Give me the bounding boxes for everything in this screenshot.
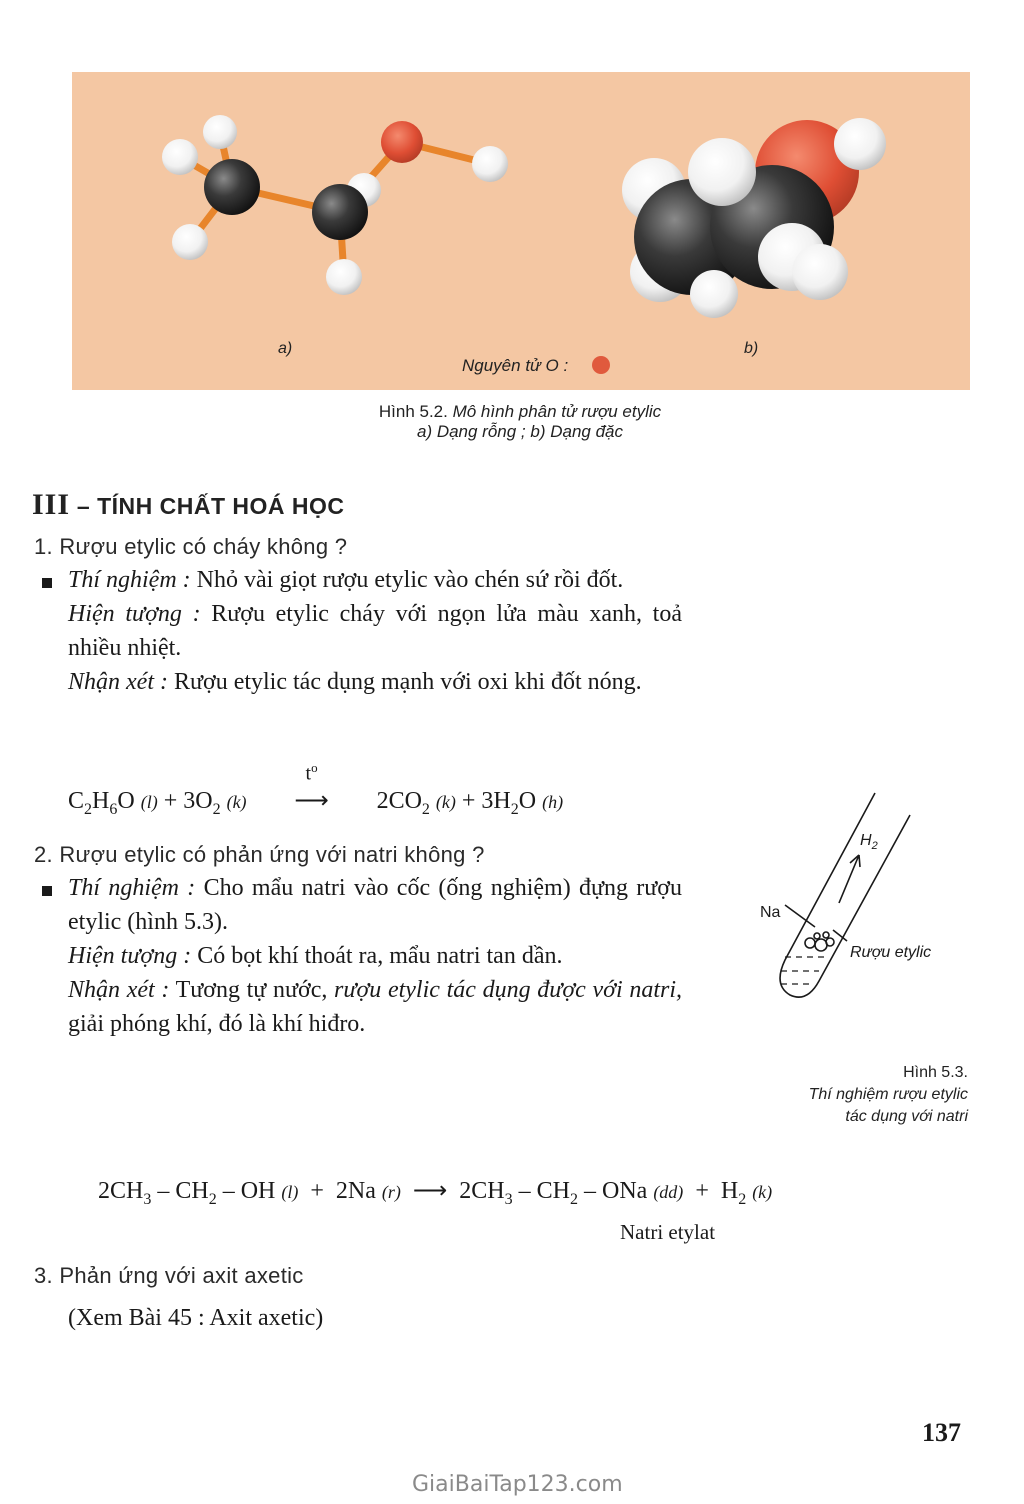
q1-obs-text: Rượu etylic tác dụng mạnh với oxi khi đốt nóng. <box>173 669 642 695</box>
section-title: – TÍNH CHẤT HOÁ HỌC <box>76 493 345 519</box>
section-heading <box>32 488 345 522</box>
q2-obs-text-1: Tương tự nước, <box>175 977 328 1003</box>
hydrogen-atom <box>172 224 208 260</box>
heat-condition: $t^o$ <box>305 760 318 785</box>
q1-obs-label: Nhận xét : <box>68 669 168 695</box>
q2-body <box>68 871 682 1041</box>
test-tube-drawing <box>755 785 955 1015</box>
watermark: GiaiBaiTap123.com <box>412 1472 623 1497</box>
q1-phen-label: Hiện tượng : <box>68 601 201 627</box>
q1-body <box>68 563 682 699</box>
caption-sub: a) Dạng rỗng ; b) Dạng đặc <box>416 422 623 441</box>
oxygen-legend: Nguyên tử O : <box>462 356 569 375</box>
figure-5-3-caption <box>740 1062 968 1128</box>
q1-exp-label: Thí nghiệm : <box>68 567 191 593</box>
oxygen-legend-dot <box>592 356 610 374</box>
space-filling-model <box>622 118 886 318</box>
q2-obs-label: Nhận xét : <box>68 977 170 1003</box>
q2-obs-text-2: giải phóng khí, đó là khí hiđro. <box>68 1011 366 1037</box>
q1-phen-text: Rượu etylic cháy với ngọn lửa màu xanh, toả nhiều nhiệt. <box>68 601 682 661</box>
hydrogen-atom <box>162 139 198 175</box>
caption-title: Mô hình phân tử rượu etylic <box>452 402 662 421</box>
hydrogen-atom <box>472 146 508 182</box>
bullet-square <box>42 578 52 588</box>
label-ethanol: Rượu etylic <box>850 944 932 961</box>
hydrogen-atom <box>326 259 362 295</box>
figure-5-2-caption <box>300 402 740 442</box>
q2-phen-label: Hiện tượng : <box>68 943 192 969</box>
ethanol-model-drawing <box>72 72 970 390</box>
carbon-atom <box>204 159 260 215</box>
product-name: Natri etylat <box>620 1220 716 1244</box>
q2-obs-italic: rượu etylic tác dụng được với natri, <box>334 977 682 1003</box>
section-numeral: III <box>32 488 71 521</box>
q2-exp-label: Thí nghiệm : <box>68 875 196 901</box>
label-h2-subscript: 2 <box>871 840 878 853</box>
q2-phen-text: Có bọt khí thoát ra, mẩu natri tan dần. <box>197 943 563 969</box>
fig53-caption-line2: tác dụng với natri <box>845 1108 968 1125</box>
q3-reference: (Xem Bài 45 : Axit axetic) <box>68 1305 324 1331</box>
question-2-heading: 2. Rượu etylic có phản ứng với natri không ? <box>34 842 485 867</box>
label-h2-symbol: H <box>860 832 872 849</box>
q2-exp-text: Cho mẩu natri vào cốc (ống nghiệm) đựng rượu etylic (hình 5.3). <box>68 875 682 935</box>
fig53-caption-prefix: Hình 5.3. <box>903 1064 968 1081</box>
label-a: a) <box>278 340 293 357</box>
combustion-equation: $C_2H_6O$ $(l) + 3O_2$ (k) $t^o$ ⟶ $2CO_2$ $(k) + 3H_2O$ (h) <box>68 760 564 818</box>
reaction-arrow-heat: $t^o$ ⟶ <box>271 786 353 815</box>
sodium-reaction-equation: $2CH_3 - CH_2$ – OH (l) + 2Na (r) ⟶ $2CH_3 - CH_2$ – ONa $(dd) + H_2$ (k) <box>98 1178 773 1208</box>
carbon-atom <box>312 184 368 240</box>
bullet-square <box>42 886 52 896</box>
label-na: Na <box>760 904 781 921</box>
q1-exp-text: Nhỏ vài giọt rượu etylic vào chén sứ rồi đốt. <box>196 567 624 593</box>
label-b: b) <box>744 340 759 357</box>
oxygen-atom <box>381 121 423 163</box>
molecule-figure <box>72 72 970 390</box>
question-1-heading: 1. Rượu etylic có cháy không ? <box>34 534 348 559</box>
page-number: 137 <box>922 1418 961 1447</box>
caption-prefix: Hình 5.2. <box>378 402 448 421</box>
label-h2 <box>860 832 878 852</box>
fig53-caption-line1: Thí nghiệm rượu etylic <box>808 1086 968 1103</box>
question-3-heading: 3. Phản ứng với axit axetic <box>34 1263 304 1288</box>
hydrogen-atom <box>203 115 237 149</box>
